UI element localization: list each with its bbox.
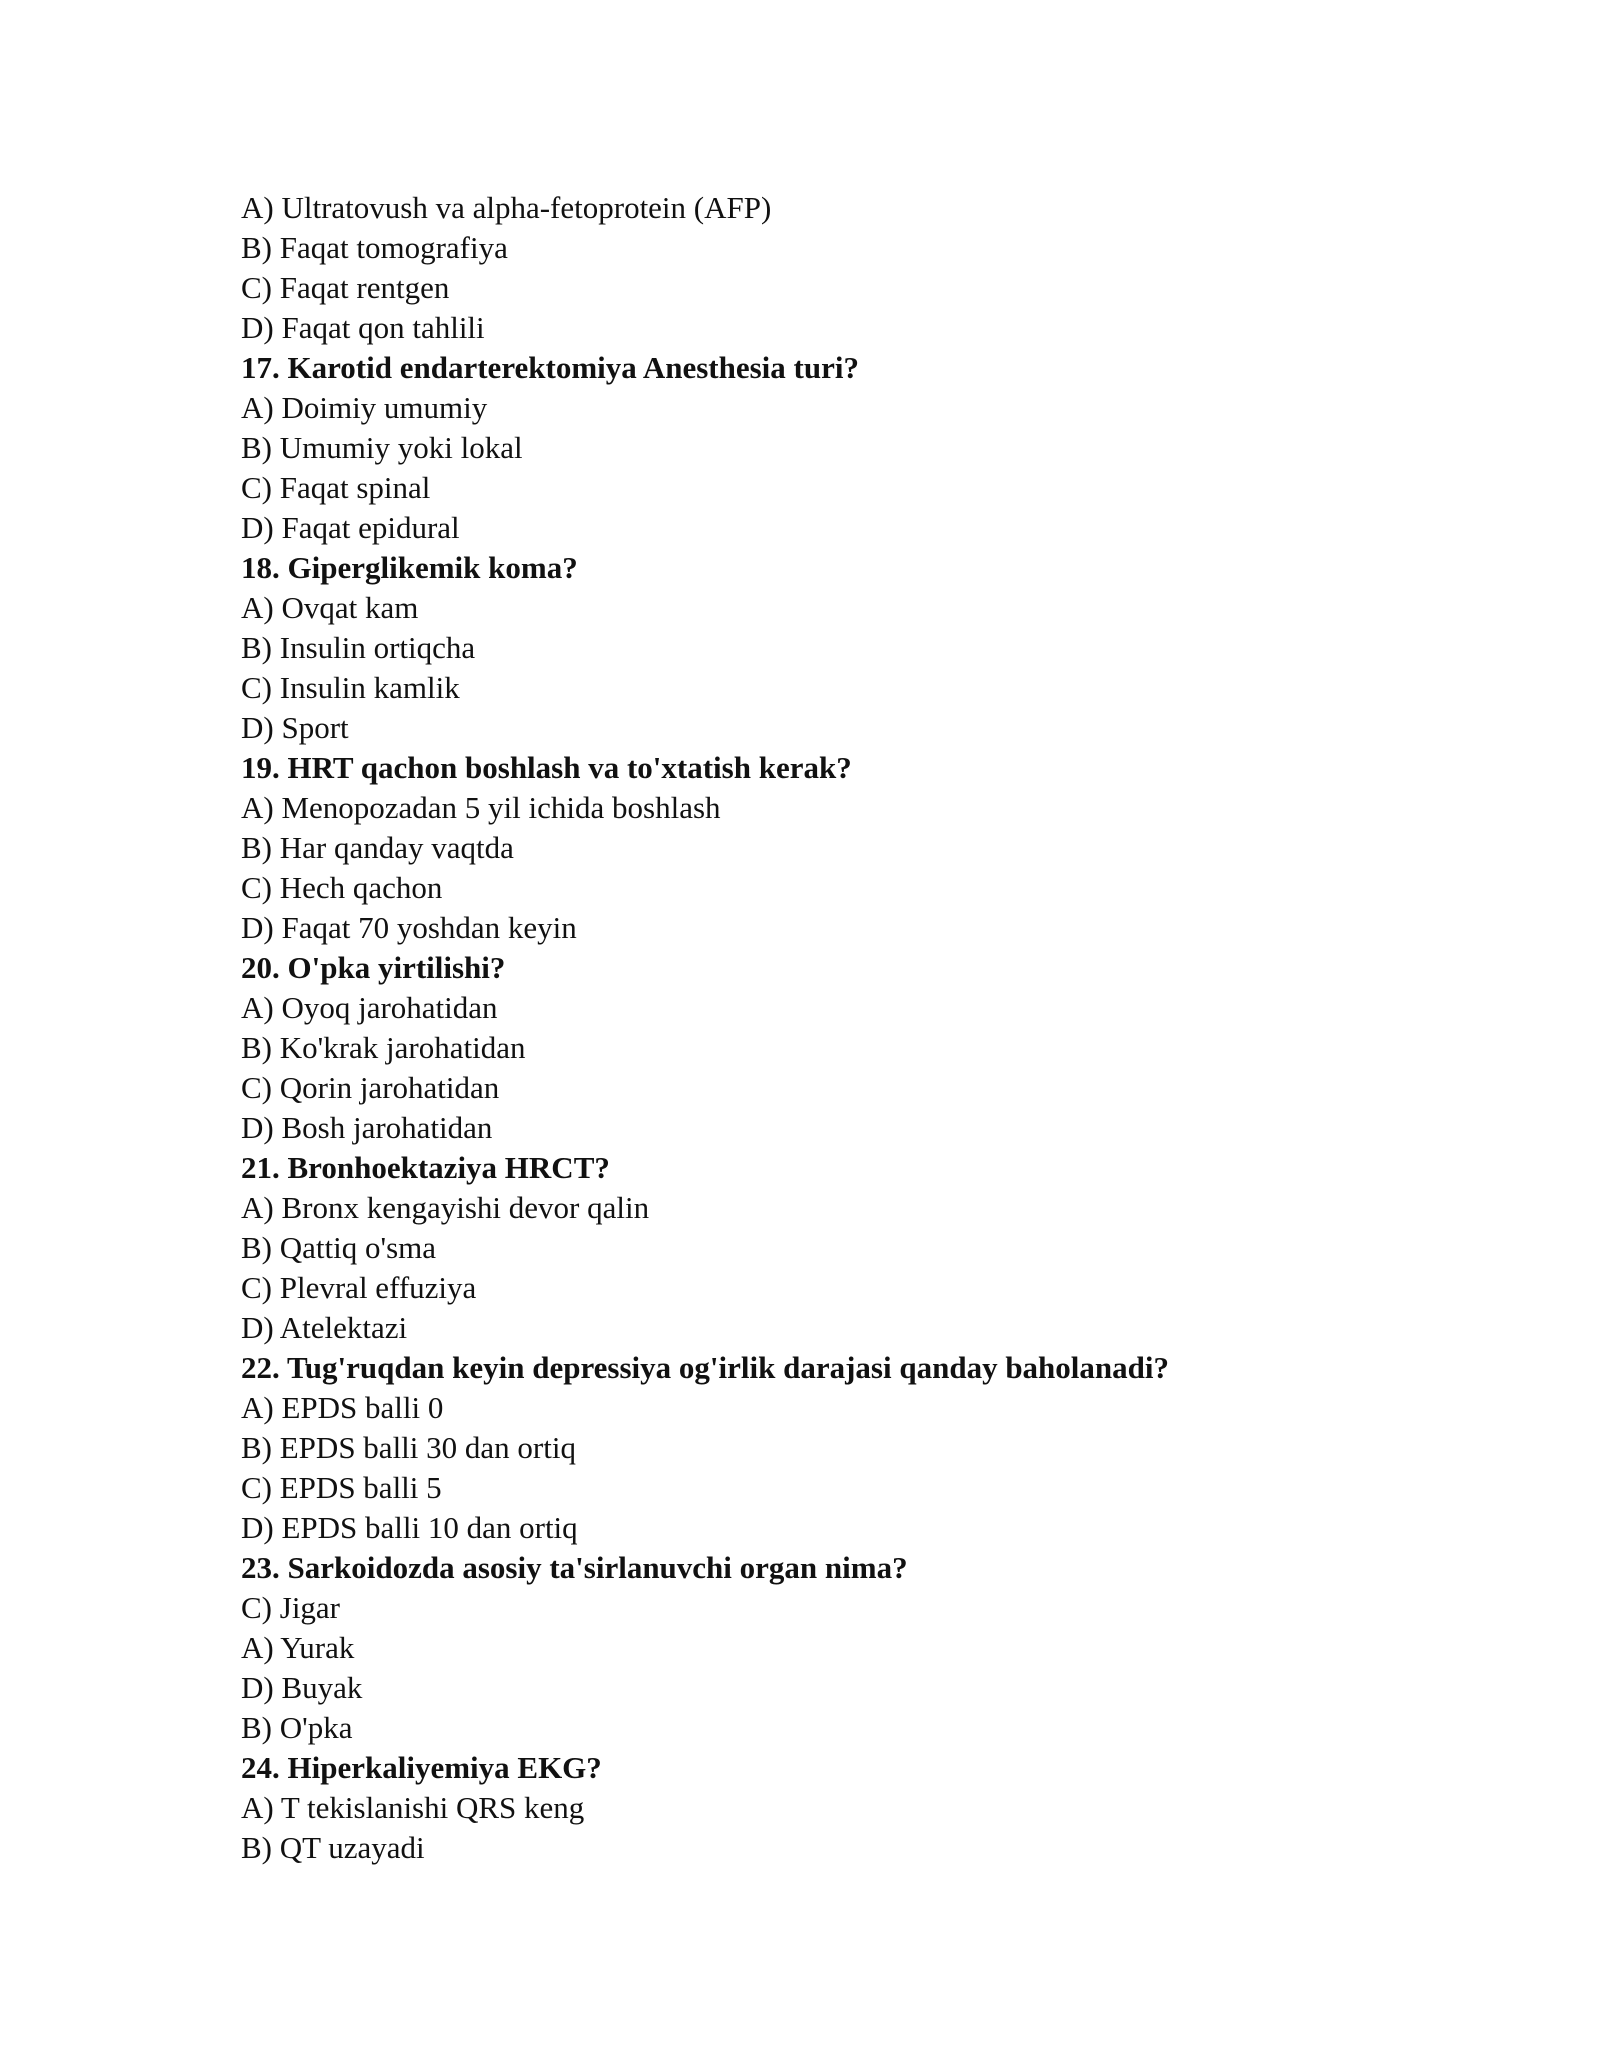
answer-option: A) Doimiy umumiy xyxy=(241,390,488,425)
question-text: 24. Hiperkaliyemiya EKG? xyxy=(241,1750,602,1785)
question-text: 19. HRT qachon boshlash va to'xtatish kerak? xyxy=(241,750,852,785)
answer-option: D) Faqat qon tahlili xyxy=(241,310,485,345)
answer-option: B) Insulin ortiqcha xyxy=(241,630,476,665)
answer-option: C) Faqat spinal xyxy=(241,470,431,505)
question-text: 21. Bronhoektaziya HRCT? xyxy=(241,1150,610,1185)
answer-option: A) T tekislanishi QRS keng xyxy=(241,1790,585,1825)
answer-option: C) Insulin kamlik xyxy=(241,670,460,705)
answer-option: A) Ultratovush va alpha-fetoprotein (AFP) xyxy=(241,190,772,225)
answer-option: B) QT uzayadi xyxy=(241,1830,425,1865)
answer-option: B) Har qanday vaqtda xyxy=(241,830,514,865)
answer-option: B) Ko'krak jarohatidan xyxy=(241,1030,526,1065)
answer-option: D) Faqat 70 yoshdan keyin xyxy=(241,910,577,945)
question-text: 17. Karotid endarterektomiya Anesthesia turi? xyxy=(241,350,859,385)
answer-option: C) Hech qachon xyxy=(241,870,443,905)
answer-option: D) Sport xyxy=(241,710,349,745)
answer-option: C) Plevral effuziya xyxy=(241,1270,477,1305)
answer-option: C) EPDS balli 5 xyxy=(241,1470,442,1505)
answer-option: A) Bronx kengayishi devor qalin xyxy=(241,1190,650,1225)
answer-option: D) Faqat epidural xyxy=(241,510,460,545)
answer-option: C) Faqat rentgen xyxy=(241,270,450,305)
question-text: 20. O'pka yirtilishi? xyxy=(241,950,506,985)
answer-option: D) Atelektazi xyxy=(241,1310,408,1345)
question-text: 22. Tug'ruqdan keyin depressiya og'irlik darajasi qanday baholanadi? xyxy=(241,1350,1170,1385)
answer-option: C) Jigar xyxy=(241,1590,341,1625)
answer-option: A) Oyoq jarohatidan xyxy=(241,990,498,1025)
answer-option: B) O'pka xyxy=(241,1710,353,1745)
answer-option: A) EPDS balli 0 xyxy=(241,1390,444,1425)
answer-option: B) Umumiy yoki lokal xyxy=(241,430,523,465)
answer-option: A) Ovqat kam xyxy=(241,590,419,625)
question-text: 23. Sarkoidozda asosiy ta'sirlanuvchi organ nima? xyxy=(241,1550,908,1585)
answer-option: D) Buyak xyxy=(241,1670,363,1705)
answer-option: A) Yurak xyxy=(241,1630,355,1665)
answer-option: C) Qorin jarohatidan xyxy=(241,1070,500,1105)
answer-option: B) Faqat tomografiya xyxy=(241,230,508,265)
answer-option: B) Qattiq o'sma xyxy=(241,1230,437,1265)
document-page xyxy=(241,188,1441,1868)
answer-option: D) EPDS balli 10 dan ortiq xyxy=(241,1510,578,1545)
question-text: 18. Giperglikemik koma? xyxy=(241,550,578,585)
answer-option: D) Bosh jarohatidan xyxy=(241,1110,493,1145)
answer-option: B) EPDS balli 30 dan ortiq xyxy=(241,1430,576,1465)
answer-option: A) Menopozadan 5 yil ichida boshlash xyxy=(241,790,721,825)
